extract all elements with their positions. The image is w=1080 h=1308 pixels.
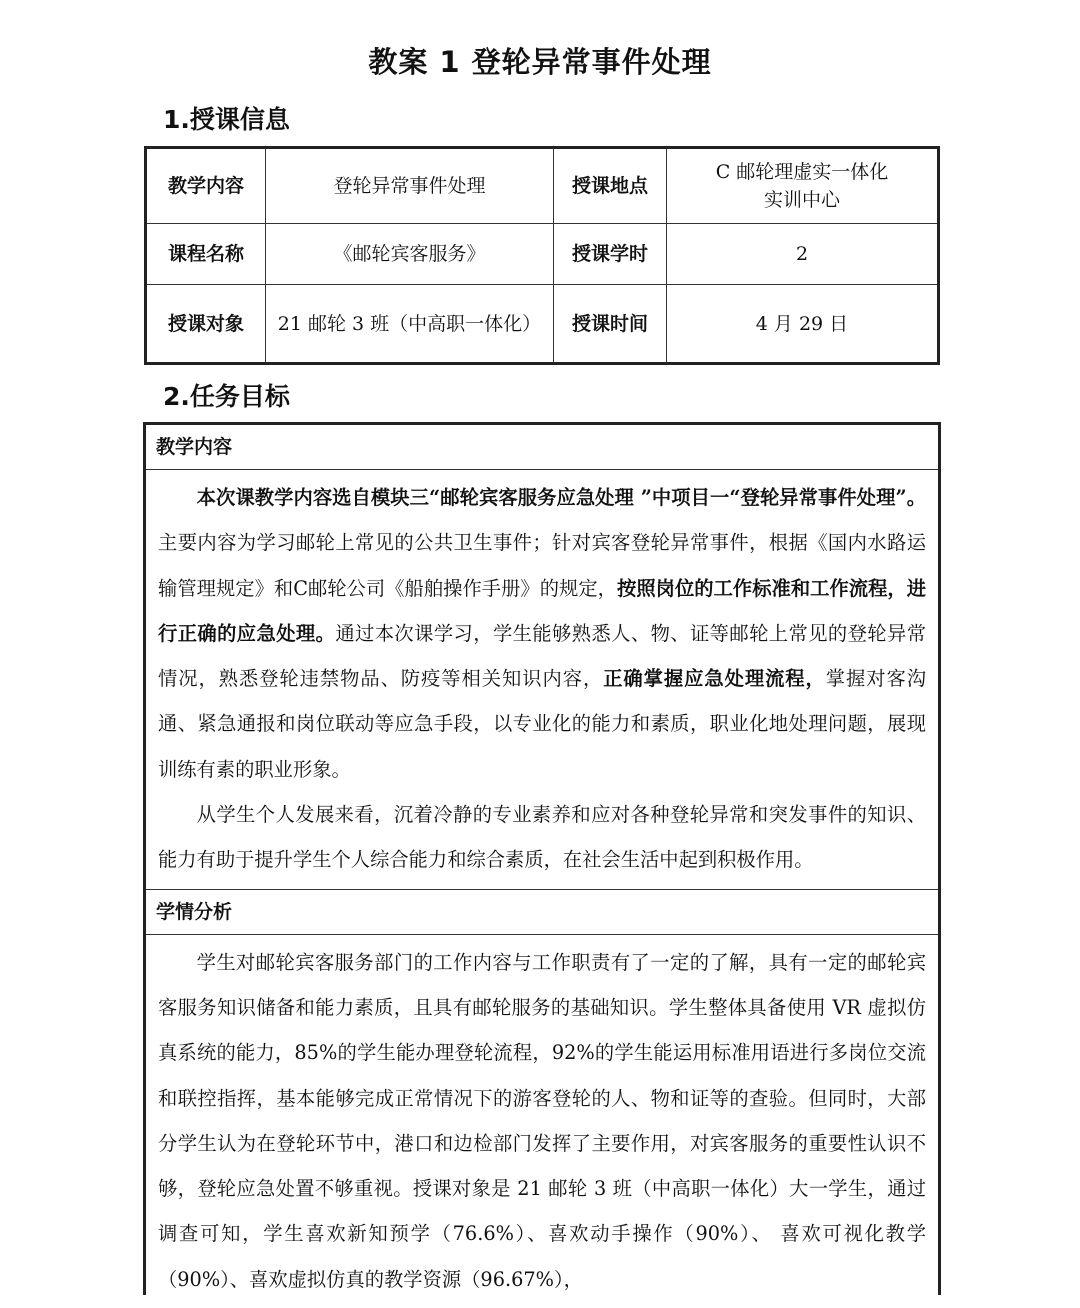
bold-text: 按照岗位的工作标准和工作流程，进行正确的应急处理。 [158,576,926,645]
text: 掌握对客沟通、紧急通报和岗位联动等应急手段，以专业化的能力和素质，职业化地处理问题，展现训练有素的职业形象。 [158,667,927,781]
bold-text: 正确掌握应急处理流程， [603,667,826,691]
value-time: 4 月 29 日 [667,285,939,364]
label-time: 授课时间 [554,285,667,364]
label-content: 教学内容 [146,148,266,224]
info-table [144,146,940,365]
bold-text: 本次课教学内容选自模块三“邮轮宾客服务应急处理 ”中项目一“登轮异常事件处理”。 [196,486,926,509]
content-block-body [146,470,938,889]
value-location-line2: 实训中心 [763,189,840,211]
section-heading-info: 1.授课信息 [163,105,290,134]
table-row [146,285,939,364]
value-location [667,148,939,224]
goals-box [143,422,941,1295]
page-title: 教案 1 登轮异常事件处理 [368,45,712,79]
content-block-head: 教学内容 [146,425,938,470]
label-hours: 授课学时 [554,224,667,285]
label-target: 授课对象 [146,285,266,364]
text: 通过本次课学习，学生能够熟悉人、物、证等邮轮上常见的登轮异常情况，熟悉登轮违禁物品、防疫等相关知识内容， [158,621,926,691]
table-row [146,148,939,224]
table-row [146,224,939,285]
value-location-line1: C 邮轮理虚实一体化 [715,161,889,183]
label-location: 授课地点 [554,148,667,224]
analysis-block-body [146,935,938,1308]
section-heading-goals: 2.任务目标 [163,382,290,411]
value-course: 《邮轮宾客服务》 [266,224,554,285]
value-hours: 2 [667,224,939,285]
value-content: 登轮异常事件处理 [266,148,554,224]
label-course: 课程名称 [146,224,266,285]
content-paragraph-2: 从学生个人发展来看，沉着冷静的专业素养和应对各种登轮异常和突发事件的知识、能力有助于提升学生个人综合能力和综合素质，在社会生活中起到积极作用。 [158,803,926,872]
analysis-paragraph-1: 学生对邮轮宾客服务部门的工作内容与工作职责有了一定的了解，具有一定的邮轮宾客服务知识储备和能力素质，且具有邮轮服务的基础知识。学生整体具备使用 VR 虚拟仿真系统的能力，85%的学生能办理登轮流程，92%的学生能运用标准用语进行多岗位交流和联控指挥，基本能够完成正常情况下的游客登轮的人、物和证等的查验。但同时，大部分学生认为在登轮环节中，港口和边检部门发挥了主要作用，对宾客服务的重要性认识不够，登轮应急处置不够重视。授课对象是 21 邮轮 3 班（中高职一体化）大一学生，通过调查可知，学生喜欢新知预学（76.6%）、喜欢动手操作（90%）、 喜欢可视化教学（90%）、喜欢虚拟仿真的教学资源（96.67%）， [158,950,926,1291]
content-paragraph-1 [158,475,926,792]
value-target: 21 邮轮 3 班（中高职一体化） [266,285,554,364]
analysis-block-head: 学情分析 [146,889,938,935]
text: 主要内容为学习邮轮上常见的公共卫生事件；针对宾客登轮异常事件，根据《国内水路运输管理规定》和C邮轮公司《船舶操作手册》的规定， [158,531,926,600]
